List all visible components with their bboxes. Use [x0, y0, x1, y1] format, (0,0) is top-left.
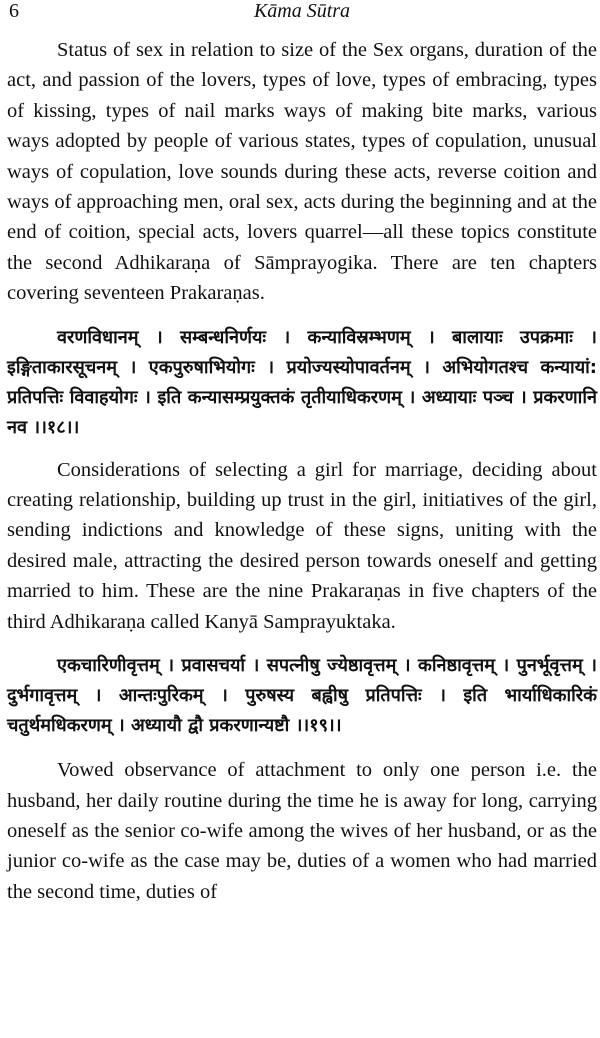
- sanskrit-verse-18: वरणविधानम् । सम्बन्धनिर्णयः । कन्याविस्रम्भणम् । बालायाः उपक्रमाः । इङ्गिताकारसूचनम् । एकपुरुषाभियोगः । प्रयोज्यस्योपावर्तनम् । अभियोगतश्च कन्यायां: प्रतिपत्तिः विवाहयोगः । इति कन्यासम्प्रयुक्तकं तृतीयाधिकरणम् । अध्यायाः पञ्च । प्रकरणानि नव ।।१८।।: [7, 326, 597, 438]
- page-header: [7, 0, 597, 28]
- page-number: 6: [9, 0, 19, 22]
- paragraph-sex-topics: Status of sex in relation to size of the Sex organs, duration of the act, and passion of the lovers, types of love, types of embracing, types of kissing, types of nail marks ways of making bite marks, various ways adopted by people of various states, types of copulation, unusual ways of copulation, love sounds during these acts, reverse coition and ways of approaching men, oral sex, acts during the beginning and at the end of coition, special acts, lovers quarrel—all these topics constitute the second Adhikaraṇa of Sāmprayogika. There are ten chapters covering seventeen Prakaraṇas.: [7, 39, 597, 305]
- sanskrit-verse-19: एकचारिणीवृत्तम् । प्रवासचर्या । सपत्नीषु ज्येष्ठावृत्तम् । कनिष्ठावृत्तम् । पुनर्भूवृत्तम् । दुर्भगावृत्तम् । आन्तःपुरिकम् । पुरुषस्य बह्वीषु प्रतिपत्तिः । इति भार्याधिकारिकं चतुर्थमधिकरणम् । अध्यायौ द्वौ प्रकरणान्यष्टौ ।।१९।।: [7, 655, 597, 737]
- running-title: Kāma Sūtra: [253, 0, 351, 22]
- paragraph-wife-duties: Vowed observance of attachment to only one person i.e. the husband, her daily routine during the time he is away for long, carrying oneself as the senior co-wife among the wives of her husband, or as the junior co-wife as the case may be, duties of a women who had married the second time, duties of: [7, 759, 597, 903]
- paragraph-kanya-samprayuktaka: Considerations of selecting a girl for marriage, deciding about creating relationship, building up trust in the girl, initiatives of the girl, sending indictions and knowledge of these signs, uniting with the desired male, attracting the desired person towards oneself and getting married to him. These are the nine Prakaraṇas in five chapters of the third Adhikaraṇa called Kanyā Samprayuktaka.: [7, 458, 597, 633]
